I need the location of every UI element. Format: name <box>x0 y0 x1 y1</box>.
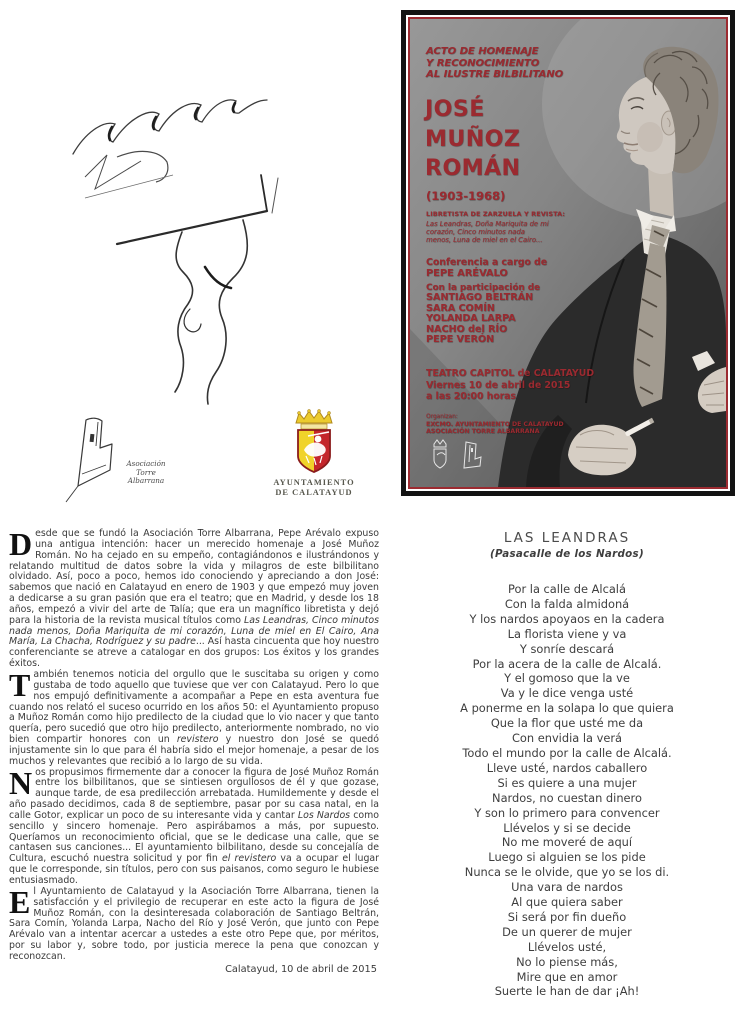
participant-name: NACHO del RÍO <box>426 323 508 335</box>
lyric-line: La florista viene y va <box>507 626 627 641</box>
lyric-line: Y sonríe descará <box>519 641 615 656</box>
poster-header-line: ACTO DE HOMENAJE <box>426 46 539 57</box>
text-segment: esde que se fundó la Asociación Torre Albarrana, Pepe Arévalo expuso una antigua intención: hacer un merecido homenaje a José Muñoz Román. No ha cejado en su empeño, contagiándonos e ilustrándonos y relatando multitud de datos sobre la vida y milagros de este bilbilitano olvidado. Así, poco a poco, hemos ido conociendo y apreciando a don José: sabemos que nació en Calatayud en enero de 1903 y que empezó muy joven a dedicarse a su gran pasión que era el teatro; que en Madrid, y desde los 18 años, empezó a vivir del arte de Talía; que era un magnífico libretista y dejó para la historia de la revista musical títulos como <box>9 528 379 626</box>
article-paragraph <box>9 666 379 768</box>
poster-header <box>426 46 563 81</box>
text-segment: ... Así hasta cincuenta que hoy nuestro conferenciante se atreve a catalogar en dos grupos: Los éxitos y los grandes éxitos. <box>9 636 379 670</box>
lyric-line: A ponerme en la solapa lo que quiera <box>460 701 674 716</box>
text-segment: ambién tenemos noticia del orgullo que le suscitaba su origen y como gustaba de todo aquello que tuviese que ver con Calatayud. Pero lo que nos empujó definitivamente a acompañar a Pepe en esta aventura fue cuando nos relató el suceso ocurrido en los años 50: el Ayuntamiento propuso a Muñoz Román como hijo predilecto de la ciudad que lo vio nacer y que tanto quería, pero sucedió que otro hijo predilecto, anteriormente nombrado, no vio bien compartir honores con un <box>9 668 379 746</box>
italic-text-segment: Los Nardos <box>297 809 351 821</box>
article-paragraphs <box>9 526 380 963</box>
conference-speaker: PEPE ARÉVALO <box>426 268 508 279</box>
poster-header-line: Y RECONOCIMIENTO <box>426 57 540 69</box>
article-paragraph <box>9 883 379 963</box>
organizers-block <box>426 414 564 435</box>
text-segment: como sencillo y sincero homenaje. Pero aspirábamos a más, por supuesto. Queríamos un reconocimiento oficial, que se le dedicase una calle, que se cantasen sus canciones... El ayuntamiento bilbilitano, desde su concejalía de Cultura, escuchó nuestra solicitud y por fin <box>9 809 379 865</box>
event-date: Viernes 10 de abril de 2015 <box>426 379 571 391</box>
lyric-line: Una vara de nardos <box>511 880 623 895</box>
poster-title-line: ROMÁN <box>425 156 521 181</box>
participants-list <box>426 293 540 346</box>
organizers-list <box>426 421 564 435</box>
venue-block <box>426 368 594 403</box>
coat-of-arms-icon <box>282 408 346 476</box>
ayuntamiento-caption-line: DE CALATAYUD <box>275 488 353 497</box>
ayuntamiento-logo <box>262 408 366 512</box>
lyric-line: Que la flor que usté me da <box>490 716 644 731</box>
lyric-line: Va y le dice venga usté <box>500 686 634 701</box>
text-segment: y nuestro don José se quedó injustamente sin lo que para él habría sido el mejor homenaje, a pesar de los muchos y relevantes que recibió a lo largo de su vida. <box>9 734 379 767</box>
text-segment: l Ayuntamiento de Calatayud y la Asociación Torre Albarrana, tienen la satisfacción y el privilegio de recuperar en este acto la figura de José Muñoz Román, con la desinteresada colaboración de Santiago Beltrán, Sara Comín, Yolanda Larpa, Nacho del Río y José Verón, que junto con Pepe Arévalo van a intentar acercar a ustedes a este otro Pepe que, por méritos, por su labor y, sobre todo, por justicia merece la pena que conozcan y reconozcan. <box>9 885 379 962</box>
poster-inner-frame <box>408 17 728 489</box>
lyric-line: Mire que en amor <box>516 969 618 984</box>
torre-caption-line: Albarrana <box>127 476 165 486</box>
lyric-line: Por la calle de Alcalá <box>508 582 626 596</box>
lyric-line: Llévelos y si se decide <box>503 820 631 835</box>
dropcap-letter: E <box>9 883 31 920</box>
lyric-line: Con la falda almidoná <box>504 596 630 611</box>
lyric-line: Y el gomoso que la ve <box>504 671 630 686</box>
torre-albarrana-logo <box>58 412 178 508</box>
lyric-line: Por la acera de la calle de Alcalá. <box>472 656 662 671</box>
poster-title-line: MUÑOZ <box>425 126 521 152</box>
dropcap-letter: D <box>9 526 33 562</box>
lyric-line: Lleve usté, nardos caballero <box>486 760 648 775</box>
organizers-label: Organizan: <box>426 414 458 420</box>
lyric-line: Si será por fin dueño <box>507 909 627 924</box>
poster-header-line: AL ILUSTRE BILBILITANO <box>426 69 564 80</box>
lyric-line: Al que quiera saber <box>511 895 623 910</box>
lyrics-subtitle: (Pasacalle de los Nardos) <box>490 548 644 560</box>
librettist-label: LIBRETISTA DE ZARZUELA Y REVISTA: <box>426 211 565 218</box>
italic-text-segment: el revistero <box>222 853 277 865</box>
participant-name: YOLANDA LARPA <box>426 313 516 325</box>
lyric-line: Si es quiere a una mujer <box>497 775 637 790</box>
article-signature: Calatayud, 10 de abril de 2015 <box>225 963 377 975</box>
dropcap-letter: N <box>9 764 33 801</box>
poster-title <box>425 95 520 184</box>
ayuntamiento-caption-line: AYUNTAMIENTO <box>273 478 355 487</box>
lyric-line: Con envidia la verá <box>511 731 623 746</box>
poster-years: (1903-1968) <box>426 189 506 203</box>
article-paragraph <box>9 764 380 887</box>
lyrics-column <box>400 530 734 999</box>
librettist-works: Las Leandras, Doña Mariquita de mi corazón, Cinco minutos nada menos, Luna de miel en el Cairo... <box>426 220 549 245</box>
italic-text-segment: revistero <box>176 734 219 746</box>
organizer-name: ASOCIACIÓN TORRE ALBARRANA <box>426 428 540 435</box>
participation-label: Con la participación de <box>426 283 540 293</box>
lyric-line: De un querer de mujer <box>502 924 632 939</box>
conference-label: Conferencia a cargo de <box>426 257 548 268</box>
text-segment: os propusimos firmemente dar a conocer la figura de José Muñoz Román entre los bilbilitanos, que se sintiesen orgullosos de él y que gozase, aunque tarde, de esa predilección arrebatada. Humildemente y desde el año pasado decidimos, cada 8 de septiembre, pasar por su casa natal, en la calle Gotor, explicar un poco de su interesante vida y cantar <box>9 766 379 821</box>
poster-organizer-logos <box>426 437 496 471</box>
participant-name: SARA COMÍN <box>426 302 495 314</box>
abstract-figure-sketch <box>55 12 390 412</box>
lyric-line: Nardos, no cuestan dinero <box>492 790 642 805</box>
lyric-line: No me moveré de aquí <box>501 835 633 850</box>
conference-block <box>426 257 547 279</box>
dropcap-letter: T <box>9 666 31 703</box>
poster-title-line: JOSÉ <box>425 97 485 122</box>
participant-name: SANTIAGO BELTRÁN <box>426 292 534 303</box>
article-column <box>9 526 380 976</box>
lyric-line: Todo el mundo por la calle de Alcalá. <box>462 745 672 760</box>
article-paragraph <box>9 526 379 670</box>
homage-poster <box>401 10 735 496</box>
organizer-name: EXCMO. AYUNTAMIENTO DE CALATAYUD <box>426 421 564 428</box>
lyric-line: Luego si alguien se los pide <box>488 850 646 865</box>
lyric-line: Suerte le han de dar ¡Ah! <box>494 984 640 999</box>
lyric-line: No lo piense más, <box>516 954 618 969</box>
italic-text-segment: Las Leandras, Cinco minutos nada menos, Doña Mariquita de mi corazón, Luna de miel en El Cairo, Ana María, La Chacha, Rodríguez y su padre <box>9 614 379 648</box>
venue-name: TEATRO CAPITOL de CALATAYUD <box>426 368 595 379</box>
torre-caption-line: Asociación <box>126 459 166 468</box>
torre-caption-line: Torre <box>136 467 156 477</box>
text-segment: va a ocupar el lugar que le corresponde, sin títulos, pero con sus paisanos, como seguro le hubiese entusiasmado. <box>9 853 380 886</box>
lyric-line: Llévelos usté, <box>527 939 607 954</box>
event-time: a las 20:00 horas <box>426 391 516 402</box>
participants-block <box>426 283 540 346</box>
lyric-line: Y son lo primero para convencer <box>474 805 660 820</box>
participant-name: PEPE VERÓN <box>426 334 495 346</box>
lyric-line: Nunca se le olvide, que yo se los di. <box>464 865 670 880</box>
lyric-line: Y los nardos apoyaos en la cadera <box>469 611 665 626</box>
lyrics-title: LAS LEANDRAS <box>503 530 631 546</box>
lyrics-lines <box>400 582 734 999</box>
